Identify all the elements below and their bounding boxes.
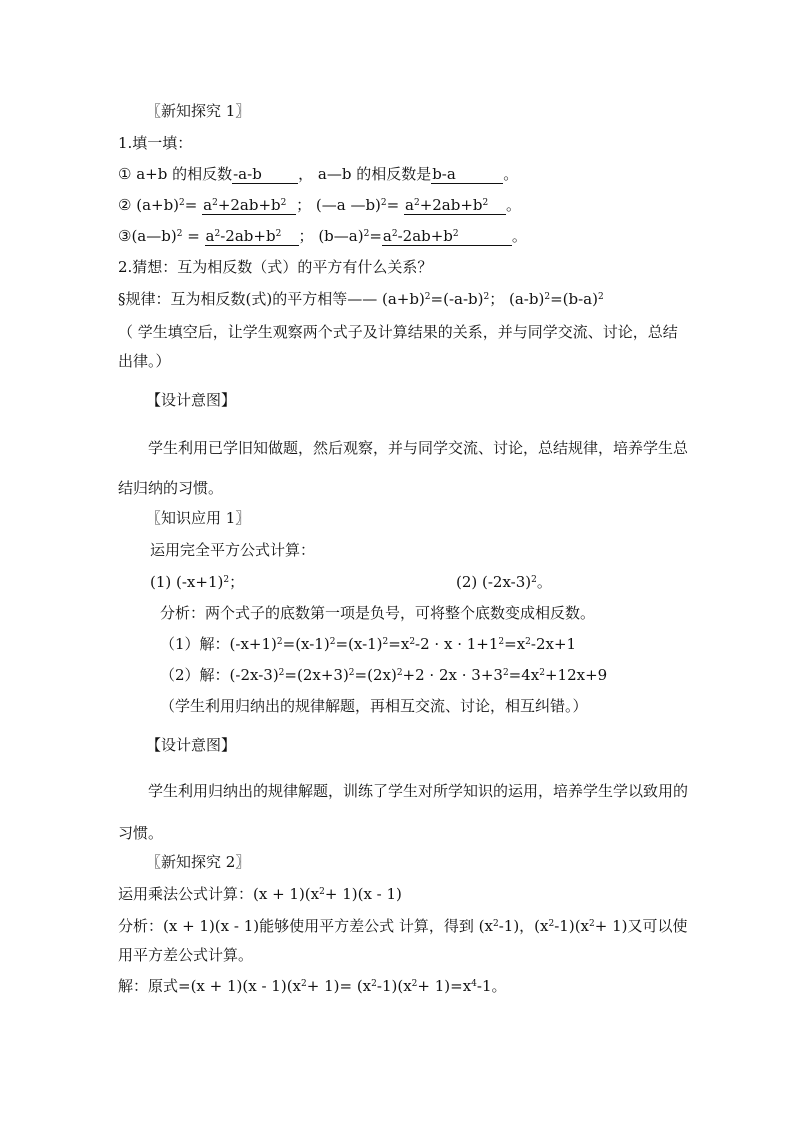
question-1: 1.填一填： xyxy=(118,134,193,152)
section-heading-application-1: 〖知识应用 1〗 xyxy=(146,509,251,527)
blank-answer: $a^2-2ab+b^2$ xyxy=(382,227,512,246)
solution-3: 解：原式$=(x + 1)(x - 1)(x^2+ 1)= (x^2-1)(x^2+ 1)=x^4-1$。 xyxy=(118,977,507,995)
student-note-1: （ 学生填空后，让学生观察两个式子及计算结果的关系，并与同学交流、讨论，总结出律。） xyxy=(118,323,678,370)
application-intro: 运用完全平方公式计算： xyxy=(150,541,316,559)
design-intent-heading-2: 【设计意图】 xyxy=(146,736,237,754)
blank-answer: b-a xyxy=(431,165,503,184)
student-note-2: （学生利用归纳出的规律解题，再相互交流、讨论，相互纠错。） xyxy=(160,697,588,715)
rule-line: §规律：互为相反数(式)的平方相等—— $(a+b)^2=(-a-b)^2$； $(a-b)^2=(b-a)^2$ xyxy=(118,290,604,308)
problem-2: (2) $(-2x-3)^2$。 xyxy=(456,573,552,591)
fill-line-2: ② $(a+b)^2= a^2+2ab+b^2$ ； (—a —b)$^2$= $a^2+2ab+b^2$ 。 xyxy=(118,196,522,214)
question-2: 2.猜想：互为相反数（式）的平方有什么关系？ xyxy=(118,258,433,276)
section-heading-new-knowledge-1: 〖新知探究 1〗 xyxy=(146,102,251,120)
analysis-text-2: 分析：(x + 1)(x - 1)能够使用平方差公式 计算，得到 $(x^2-1)$，$(x^2-1)(x^2+ 1)$又可以使用平方差公式计算。 xyxy=(118,917,688,964)
blank-answer: $a^2-2ab+b^2$ xyxy=(205,227,299,246)
section-heading-new-knowledge-2: 〖新知探究 2〗 xyxy=(146,853,251,871)
design-intent-text-2: 学生利用归纳出的规律解题，训练了学生对所学知识的运用，培养学生学以致用的习惯。 xyxy=(118,782,689,842)
solution-1: （1）解：$(-x+1)^2=(x-1)^2=(x-1)^2=x^2-2 \cdot x \cdot 1+1^2=x^2-2x+1$ xyxy=(160,635,577,653)
problem-3: 运用乘法公式计算：$(x + 1)(x^2+ 1)(x - 1)$ xyxy=(118,885,402,903)
design-intent-text: 学生利用已学旧知做题，然后观察，并与同学交流、讨论，总结规律，培养学生总结归纳的习惯。 xyxy=(118,439,689,497)
solution-2: （2）解：$(-2x-3)^2=(2x+3)^2=(2x)^2+2 \cdot 2x \cdot 3+3^2=4x^2+12x+9$ xyxy=(160,666,608,684)
design-intent-heading: 【设计意图】 xyxy=(146,391,237,409)
fill-line-1: ① a+b 的相反数-a-b， a—b 的相反数是b-a 。 xyxy=(118,165,519,183)
fill-line-3: ③(a—b)$^2$ = $a^2-2ab+b^2$ ； $(b—a)^2=a^2-2ab+b^2$ 。 xyxy=(118,227,527,245)
problem-1: (1) $(-x+1)^2$； xyxy=(150,573,245,591)
blank-answer: $a^2+2ab+b^2$ xyxy=(202,196,296,215)
blank-answer: $a^2+2ab+b^2$ xyxy=(404,196,506,215)
analysis-text: 分析：两个式子的底数第一项是负号，可将整个底数变成相反数。 xyxy=(160,604,596,622)
blank-answer: -a-b xyxy=(232,165,298,184)
